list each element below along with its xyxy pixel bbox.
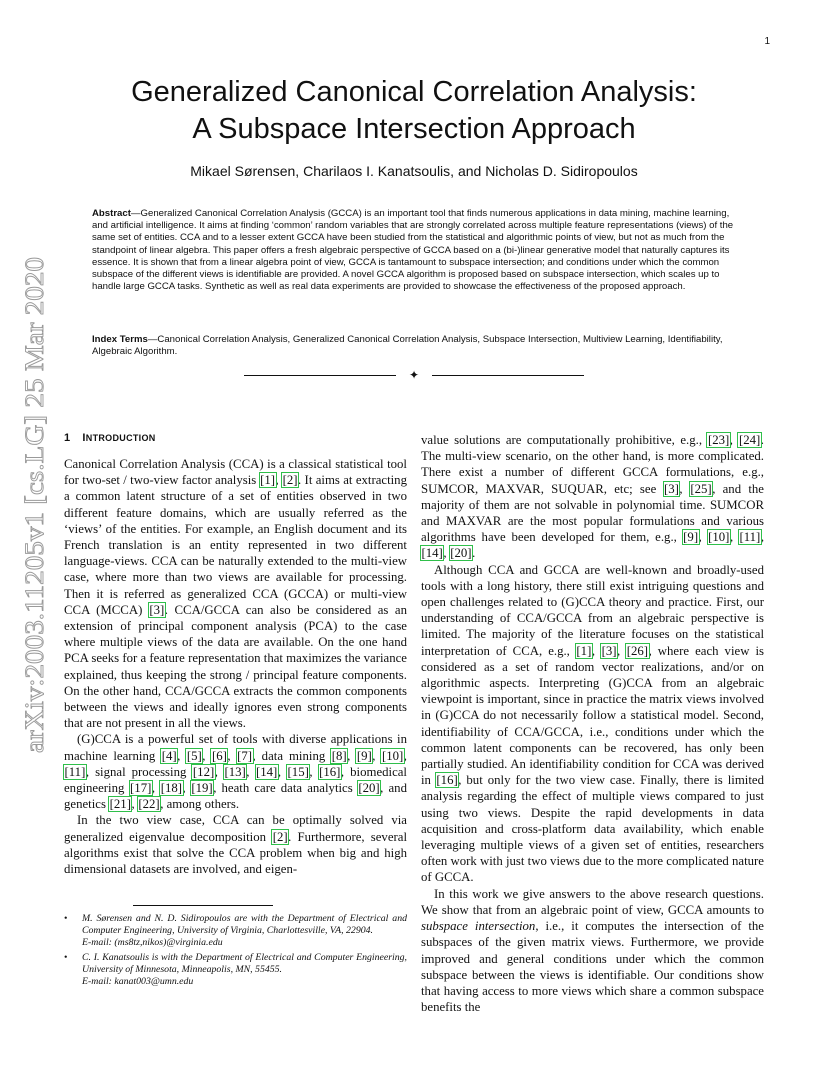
citation-link[interactable]: [1] xyxy=(576,643,592,658)
body-text: , xyxy=(617,643,627,658)
citation-link[interactable]: [25] xyxy=(690,481,712,496)
abstract xyxy=(92,208,740,293)
body-text: , xyxy=(403,748,407,763)
body-text: , xyxy=(443,546,450,561)
citation-link[interactable]: [16] xyxy=(319,764,341,779)
body-text: , xyxy=(591,643,602,658)
citation-link[interactable]: [17] xyxy=(130,781,152,796)
body-text: , xyxy=(202,748,212,763)
citation-link[interactable]: [16] xyxy=(436,773,458,788)
body-text: In this work we give answers to the above research questions. We show that from an algebraic point of view, GCCA amounts to xyxy=(421,886,764,917)
author-list: Mikael Sørensen, Charilaos I. Kanatsoulis, and Nicholas D. Sidiropoulos xyxy=(190,163,638,179)
footnote-rule xyxy=(133,905,273,906)
index-terms xyxy=(92,334,740,358)
body-text: , biomedical engineering xyxy=(64,764,407,796)
citation-link[interactable]: [7] xyxy=(237,748,252,763)
citation-link[interactable]: [9] xyxy=(356,748,372,763)
body-text: , i.e., it computes the intersection of the subspaces of the given matrix views. Furthermore, we provide improved and general conditions under which the common subspace between the views is identifiable. Our conditions show that having access to more views which share a common subspace benefits the xyxy=(421,919,764,1015)
separator-line-left xyxy=(244,375,396,376)
citation-link[interactable]: [11] xyxy=(739,530,761,545)
paragraph xyxy=(421,886,764,1016)
footnote-line: M. Sørensen and N. D. Sidiropoulos are with the Department of Electrical and Computer Engineering, University of Virginia, Charlottesville, VA, 22904. xyxy=(82,913,407,936)
body-text: , xyxy=(182,781,191,796)
citation-link[interactable]: [10] xyxy=(708,530,730,545)
body-text: , xyxy=(277,764,288,779)
citation-link[interactable]: [15] xyxy=(287,764,309,779)
section-title-initial: I xyxy=(82,432,86,444)
citation-link[interactable]: [18] xyxy=(160,781,183,796)
body-text: , xyxy=(151,781,161,796)
body-text: , data mining xyxy=(252,748,332,763)
arxiv-stamp-text[interactable]: arXiv:2003.11205v1 [cs.LG] 25 Mar 2020 xyxy=(20,310,49,753)
bullet-icon: • xyxy=(64,952,68,963)
separator-line-right xyxy=(432,375,584,376)
citation-link[interactable]: [4] xyxy=(161,748,177,763)
body-text: , xyxy=(760,530,765,545)
citation-link[interactable]: [1] xyxy=(260,473,276,488)
body-text: , and the majority of them are not solvable in polynomial time. SUMCOR and MAXVAR are the most popular formulations and various algorithms have been developed for them, e.g., xyxy=(421,481,764,545)
body-text: , xyxy=(729,433,739,447)
paper-title xyxy=(64,74,764,148)
body-text: , but only for the two view case. Finally, there is limited analysis regarding the effect of multiple views compared to just using two views. Despite the rapid developments in data acquisition and cross-platform data availability, which enable leveraging multiple views of a given set of entities, researchers often work with just two views due to the more complicated nature of GCCA. xyxy=(421,773,764,885)
index-terms-label: Index Terms xyxy=(92,334,148,345)
section-separator xyxy=(244,368,584,382)
body-text: . Furthermore, several algorithms exist that solve the CCA problem when big and high dimensional datasets are involved, and eigen- xyxy=(64,829,408,877)
body-text: , xyxy=(347,748,357,763)
body-text: In the two view case, CCA can be optimally solved via generalized eigenvalue decomposition xyxy=(64,813,407,844)
body-text: , xyxy=(698,530,708,545)
body-text: , xyxy=(177,748,187,763)
title-line-1: Generalized Canonical Correlation Analysis: xyxy=(131,76,697,108)
section-number: 1 xyxy=(64,432,71,444)
citation-link[interactable]: [2] xyxy=(282,473,298,488)
right-column xyxy=(421,432,764,1015)
body-text: , among others. xyxy=(160,797,240,812)
body-text: , xyxy=(227,748,237,763)
citation-link[interactable]: [14] xyxy=(256,764,278,779)
citation-link[interactable]: [6] xyxy=(211,748,227,763)
body-text: (G)CCA is a powerful set of tools with diverse applications in machine learning xyxy=(64,732,407,763)
body-text: , xyxy=(131,797,138,812)
citation-link[interactable]: [26] xyxy=(626,643,649,658)
citation-link[interactable]: [3] xyxy=(149,602,165,617)
body-text: , xyxy=(309,764,319,779)
citation-link[interactable]: [22] xyxy=(138,797,160,812)
body-text: , xyxy=(275,473,283,488)
body-text: , signal processing xyxy=(85,764,193,779)
citation-link[interactable]: [2] xyxy=(272,829,288,844)
arxiv-stamp-svg xyxy=(9,255,53,755)
citation-link[interactable]: [24] xyxy=(738,433,761,447)
diamond-star-icon: ✦ xyxy=(408,368,420,382)
paragraph xyxy=(64,812,407,877)
section-title-rest: NTRODUCTION xyxy=(85,433,156,443)
abstract-label: Abstract xyxy=(92,208,131,219)
body-text: Canonical Correlation Analysis (CCA) is a classical statistical tool for two-set / two-view factor analysis xyxy=(64,457,407,488)
paragraph xyxy=(421,562,764,886)
body-text: , where each view is considered as a set of random vector realizations, and/or on algorithmic aspects. Interpreting (G)CCA from an algebraic viewpoint is important, since in practice the matrix views involved in (G)CCA do not necessarily follow a statistical model. Second, identifiability of CCA/GCCA, i.e., conditions under which the common latent components can be recovered, has only been partially studied. An identifiability condition for CCA was derived in xyxy=(421,643,764,788)
body-text: , xyxy=(729,530,739,545)
footnotes xyxy=(64,913,407,991)
citation-link[interactable]: [10] xyxy=(381,748,404,763)
body-text: . xyxy=(472,546,476,561)
footnote-line: E-mail: kanat003@umn.edu xyxy=(82,976,194,987)
citation-link[interactable]: [3] xyxy=(664,481,679,496)
citation-link[interactable]: [20] xyxy=(450,546,472,561)
arxiv-stamp[interactable] xyxy=(9,255,53,755)
body-text: Although CCA and GCCA are well-known and broadly-used tools with a long history, there still exist intriguing questions and open challenges related to (G)CCA theory and practice. First, our understanding of CCA/GCCA from an algebraic perspective is limited. The majority of the literature focuses on the statistical interpretation of CCA, e.g., xyxy=(421,562,764,658)
emphasis-text: subspace intersection xyxy=(421,919,536,934)
body-text: , xyxy=(214,764,224,779)
paragraph xyxy=(64,456,407,731)
body-text: . The multi-view scenario, on the other hand, is more complicated. There exist a number of different GCCA formulations, e.g., SUMCOR, MAXVAR, SUQUAR, etc; see xyxy=(421,433,764,496)
citation-link[interactable]: [9] xyxy=(683,530,699,545)
citation-link[interactable]: [11] xyxy=(64,764,86,779)
citation-link[interactable]: [19] xyxy=(191,781,213,796)
body-text: , heath care data analytics xyxy=(213,781,358,796)
bullet-icon: • xyxy=(64,913,68,924)
paragraph xyxy=(421,432,764,562)
body-text: value solutions are computationally prohibitive, e.g., xyxy=(421,433,708,447)
index-terms-text: —Canonical Correlation Analysis, Generalized Canonical Correlation Analysis, Subspace Intersection, Multiview Learning, Identifiability, Algebraic Algorithm. xyxy=(92,334,723,358)
citation-link[interactable]: [8] xyxy=(331,748,347,763)
body-text: , xyxy=(372,748,382,763)
footnote-item xyxy=(64,913,407,949)
paragraph xyxy=(64,731,407,812)
citation-link[interactable]: [21] xyxy=(109,797,131,812)
citation-link[interactable]: [23] xyxy=(707,433,730,447)
citation-link[interactable]: [14] xyxy=(421,546,443,561)
footnote-line: E-mail: (ms8tz,nikos)@virginia.edu xyxy=(82,937,223,948)
footnote-item xyxy=(64,952,407,988)
section-heading-introduction xyxy=(64,432,156,444)
left-column xyxy=(64,456,407,877)
citation-link[interactable]: [12] xyxy=(192,764,215,779)
body-text: . CCA/GCCA can also be considered as an extension of principal component analysis (PCA) to the case where multiple views of the data are available. On the one hand PCA seeks for a feature representation that maximizes the variance explained, thus keeping the strong / principal feature components. On the other hand, CCA/GCCA extracts the common components between the views and ideally ignores even strong components that are not present in all the views. xyxy=(64,602,407,731)
body-text: , xyxy=(246,764,256,779)
citation-link[interactable]: [5] xyxy=(186,748,202,763)
body-text: , xyxy=(679,481,690,496)
body-text: , and genetics xyxy=(64,781,407,812)
citation-link[interactable]: [3] xyxy=(601,643,617,658)
footnote-line: C. I. Kanatsoulis is with the Department of Electrical and Computer Engineering, University of Minnesota, Minneapolis, MN, 55455. xyxy=(82,952,407,975)
page-number: 1 xyxy=(764,36,770,47)
citation-link[interactable]: [20] xyxy=(358,781,380,796)
citation-link[interactable]: [13] xyxy=(224,764,246,779)
abstract-text: —Generalized Canonical Correlation Analysis (GCCA) is an important tool that finds numerous applications in data mining, machine learning, and artificial intelligence. It aims at finding ‘common’ random variables that are strongly correlated across multiple feature representations (views) of the same set of entities. CCA and to a lesser extent GCCA have been studied from the statistical and algorithmic points of view, but not as much from the standpoint of linear algebra. This paper offers a fresh algebraic perspective of GCCA based on a (bi-)linear generative model that naturally captures its essence. It is shown that from a linear algebra point of view, GCCA is tantamount to subspace intersection; and conditions under which the common subspace of the different views is identifiable are provided. A novel GCCA algorithm is proposed based on subspace intersection, which scales up to handle large GCCA tasks. Synthetic as well as real data experiments are provided to showcase the effectiveness of the proposed approach. xyxy=(92,208,734,293)
title-line-2: A Subspace Intersection Approach xyxy=(192,113,636,145)
body-text: . It aims at extracting a common latent structure of a set of entities observed in two different feature domains, which are usually referred as the ‘views’ of the entities. For example, an English document and its French translation is an entity represented in two different language-views. CCA can be naturally extended to the multi-view case, where more than two views are available for processing. Then it is referred as generalized CCA (GCCA) or multi-view CCA (MCCA) xyxy=(64,473,407,617)
